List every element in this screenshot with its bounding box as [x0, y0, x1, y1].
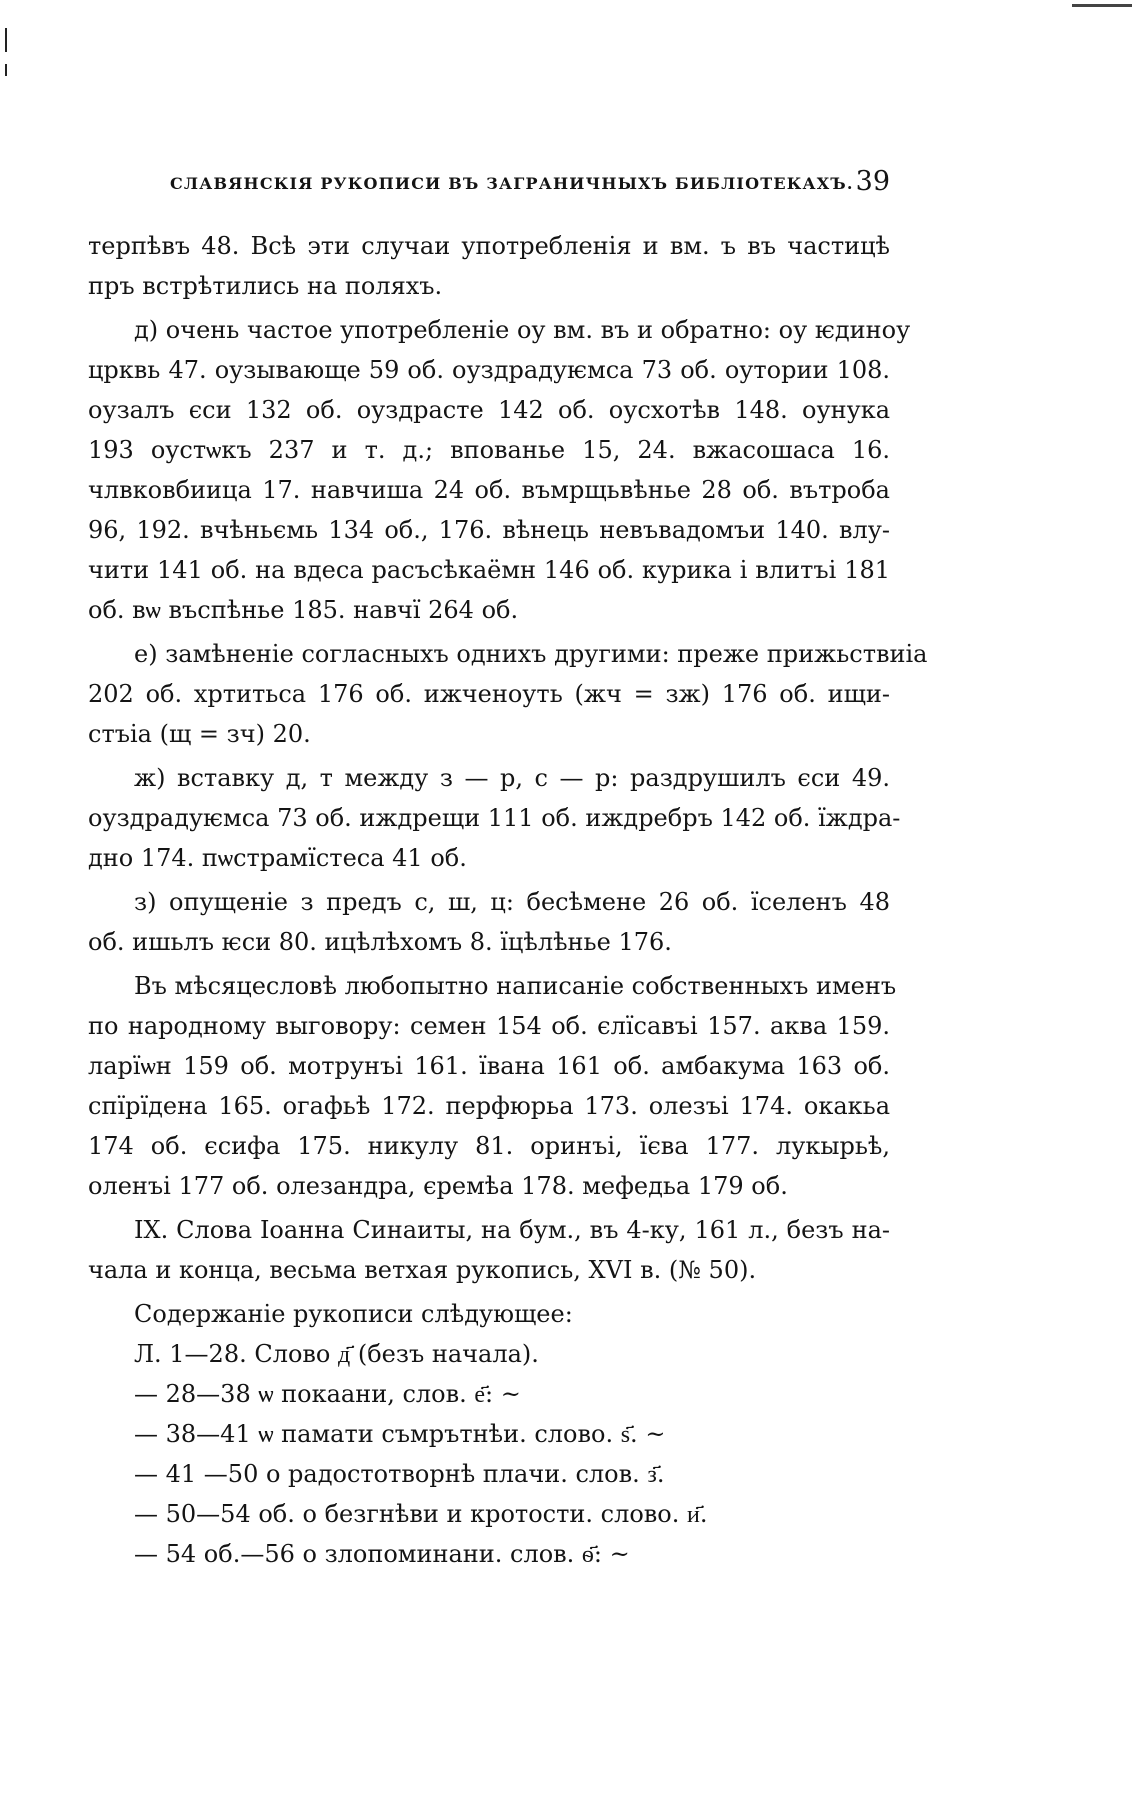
text-line: з) опущеніе з предъ с, ш, ц: бесѣмене 26 об. їселенъ 48: [134, 888, 890, 916]
text-line: по народному выговору: семен 154 об. єлїсавъі 157. аква 159.: [88, 1012, 890, 1040]
text-line: об. ишьлъ ѥси 80. ицѣлѣхомъ 8. їцѣлѣнье 176.: [88, 928, 672, 956]
text-line: — 54 об.—56 о злопоминани. слов. ѳ҃: ~: [134, 1540, 630, 1568]
text-line: — 28—38 ѡ покаани, слов. е҃: ~: [134, 1380, 521, 1408]
text-line: оузалъ єси 132 об. оуздрасте 142 об. оусхотѣв 148. оунука: [88, 396, 890, 424]
text-line: е) замѣненіе согласныхъ одниxъ другими: преже прижьствиіа: [134, 640, 928, 668]
text-line: ларїѡн 159 об. мотрунъі 161. ївана 161 об. амбакума 163 об.: [88, 1052, 890, 1080]
body-text: [88, 226, 928, 1574]
text-line: д) очень частое употребленіе оу вм. въ и обратно: оу ѥдиноу: [134, 316, 911, 344]
text-line: 202 об. хртитьса 176 об. ижченоуть (жч = зж) 176 об. ищи-: [88, 680, 890, 708]
margin-scan-mark: [5, 28, 7, 52]
page-header: [170, 166, 890, 206]
text-line: 174 об. єсифа 175. никулу 81. оринъі, їєва 177. лукырьѣ,: [88, 1132, 890, 1160]
text-line: чала и конца, весьма ветхая рукопись, XVI в. (№ 50).: [88, 1256, 757, 1284]
text-line: спїрїдена 165. огафьѣ 172. перфюрьа 173. олезъі 174. окакьа: [88, 1092, 890, 1120]
text-line: 96, 192. вчѣньємь 134 об., 176. вѣнець невъвадомъи 140. влу-: [88, 516, 890, 544]
text-line: чити 141 об. на вдеса расъсѣкаёмн 146 об. курика і влитъі 181: [88, 556, 890, 584]
text-line: дно 174. пѡстрамїстеса 41 об.: [88, 844, 467, 872]
text-line: стъіа (щ = зч) 20.: [88, 720, 311, 748]
text-line: 193 оустѡкъ 237 и т. д.; впованье 15, 24. вжасошаса 16.: [88, 436, 890, 464]
text-line: терпѣвъ 48. Всѣ эти случаи употребленія и вм. ъ въ частицѣ: [88, 232, 890, 260]
text-line: Въ мѣсяцесловѣ любопытно написаніе собственныхъ именъ: [134, 972, 897, 1000]
page-number: 39: [855, 166, 890, 197]
text-line: пръ встрѣтились на поляхъ.: [88, 272, 443, 300]
text-line: члвковбиица 17. навчиша 24 об. въмрщьвѣнье 28 об. вътроба: [88, 476, 890, 504]
top-edge-mark: [1072, 4, 1132, 7]
margin-scan-mark: [5, 64, 7, 76]
text-line: об. вѡ въспѣнье 185. навчї 264 об.: [88, 596, 519, 624]
text-line: — 50—54 об. о безгнѣви и кротости. слово. и҃.: [134, 1500, 708, 1528]
running-head: СЛАВЯНСКІЯ РУКОПИСИ ВЪ ЗАГРАНИЧНЫХЪ БИБЛІОТЕКАХЪ.: [170, 174, 854, 193]
text-line: црквь 47. оузывающе 59 об. оуздрадуѥмса 73 об. оутории 108.: [88, 356, 890, 384]
text-line: ж) вставку д, т между з — р, с — р: раздрушилъ єси 49.: [134, 764, 890, 792]
text-line: — 41 —50 о радостотворнѣ плачи. слов. з҃.: [134, 1460, 665, 1488]
text-line: Содержаніе рукописи слѣдующее:: [134, 1300, 573, 1328]
text-line: IX. Слова Іоанна Синаиты, на бум., въ 4-ку, 161 л., безъ на-: [134, 1216, 890, 1244]
text-line: оленъі 177 об. олезандра, єремѣа 178. мефедьа 179 об.: [88, 1172, 788, 1200]
text-line: — 38—41 ѡ памати съмрътнѣи. слово. ѕ҃. ~: [134, 1420, 666, 1448]
text-line: оуздрадуѥмса 73 об. иждрещи 111 об. иждребръ 142 об. їждра-: [88, 804, 901, 832]
text-line: Л. 1—28. Слово д҃ (безъ начала).: [134, 1340, 539, 1368]
